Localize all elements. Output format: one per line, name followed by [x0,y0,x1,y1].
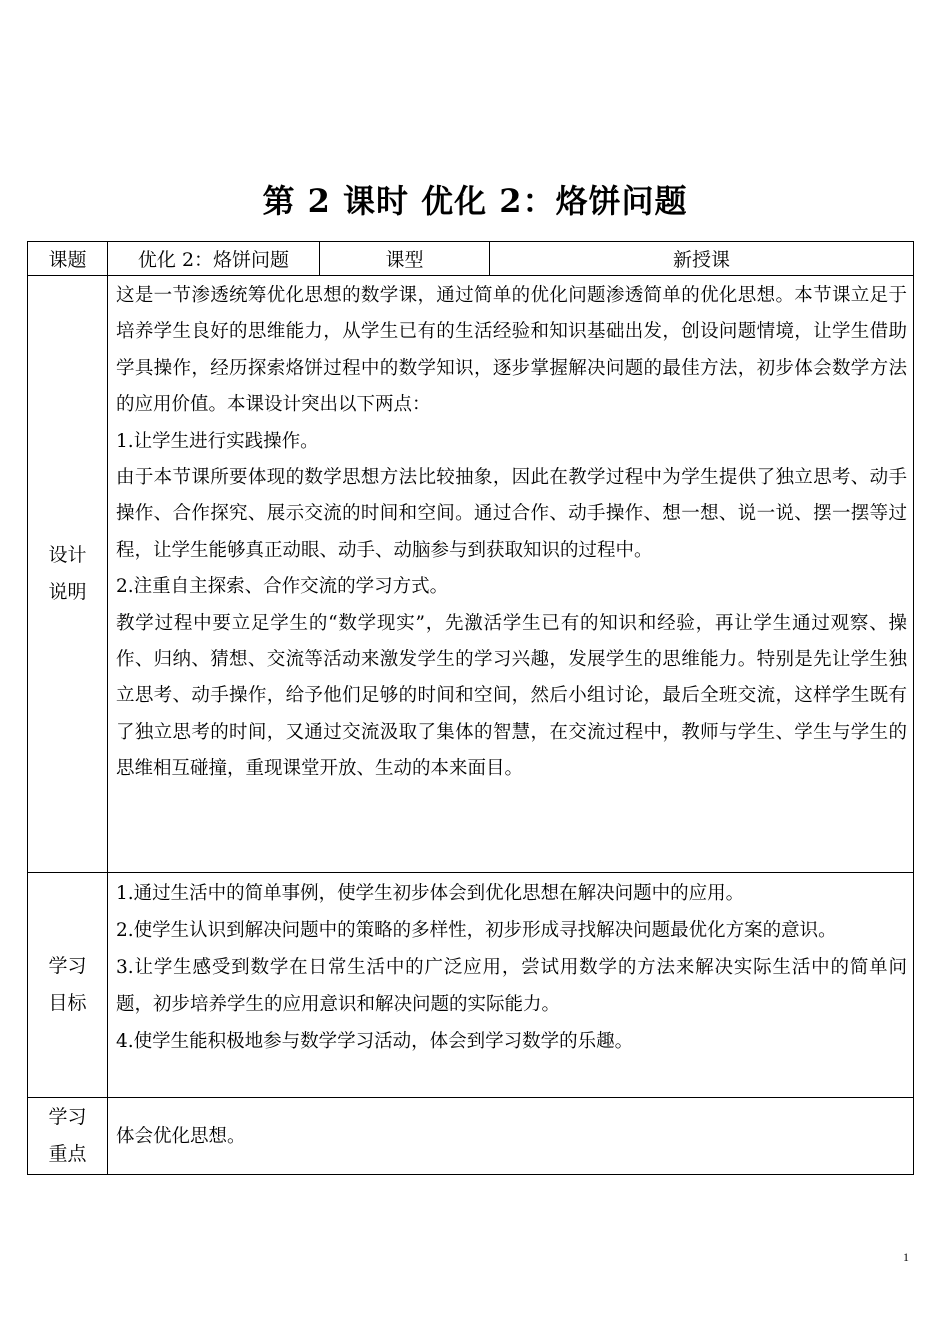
design-row [28,276,914,873]
goals-label-line2: 目标 [48,992,87,1014]
design-point-heading: 1.让学生进行实践操作。 [116,430,319,452]
header-row [28,242,914,276]
goals-content [108,873,914,1098]
design-point-heading: 2.注重自主探索、合作交流的学习方式。 [116,576,449,598]
design-label-line2: 说明 [48,581,87,603]
page-title: 第 2 课时 优化 2：烙饼问题 [262,182,688,220]
key-points-label-line2: 重点 [48,1143,87,1165]
design-label [28,276,108,873]
goals-row [28,873,914,1098]
design-paragraph: 这是一节渗透统筹优化思想的数学课，通过简单的优化问题渗透简单的优化思想。本节课立足于培养学生良好的思维能力，从学生已有的生活经验和知识基础出发，创设问题情境，让学生借助学具操作，经历探索烙饼过程中的数学知识，逐步掌握解决问题的最佳方法，初步体会数学方法的应用价值。本课设计突出以下两点： [116,285,907,416]
lesson-type-label: 课型 [320,242,490,276]
goals-label-line1: 学习 [48,955,87,977]
goal-item: 4.使学生能积极地参与数学学习活动，体会到学习数学的乐趣。 [116,1031,634,1052]
goal-item: 3.让学生感受到数学在日常生活中的广泛应用，尝试用数学的方法来解决实际生活中的简单问题，初步培养学生的应用意识和解决问题的实际能力。 [116,957,907,1015]
goal-item: 1.通过生活中的简单事例，使学生初步体会到优化思想在解决问题中的应用。 [116,883,745,904]
key-points-row [28,1098,914,1175]
design-label-line1: 设计 [48,544,87,566]
design-paragraph: 由于本节课所要体现的数学思想方法比较抽象，因此在教学过程中为学生提供了独立思考、动手操作、合作探究、展示交流的时间和空间。通过合作、动手操作、想一想、说一说、摆一摆等过程，让学生能够真正动眼、动手、动脑参与到获取知识的过程中。 [116,467,907,561]
key-points-content: 体会优化思想。 [108,1098,914,1175]
lesson-type-value: 新授课 [490,242,914,276]
lesson-plan-table [27,241,914,1175]
key-points-label-line1: 学习 [48,1106,87,1128]
goals-label [28,873,108,1098]
design-paragraph: 教学过程中要立足学生的“数学现实”，先激活学生已有的知识和经验，再让学生通过观察、操作、归纳、猜想、交流等活动来激发学生的学习兴趣，发展学生的思维能力。特别是先让学生独立思考、动手操作，给予他们足够的时间和空间，然后小组讨论，最后全班交流，这样学生既有了独立思考的时间，又通过交流汲取了集体的智慧，在交流过程中，教师与学生、学生与学生的思维相互碰撞，重现课堂开放、生动的本来面目。 [116,612,907,780]
key-points-label [28,1098,108,1175]
page-number: 1 [903,1250,909,1264]
topic-label: 课题 [28,242,108,276]
design-content [108,276,914,873]
goal-item: 2.使学生认识到解决问题中的策略的多样性，初步形成寻找解决问题最优化方案的意识。 [116,920,837,941]
topic-value: 优化 2：烙饼问题 [108,242,320,276]
